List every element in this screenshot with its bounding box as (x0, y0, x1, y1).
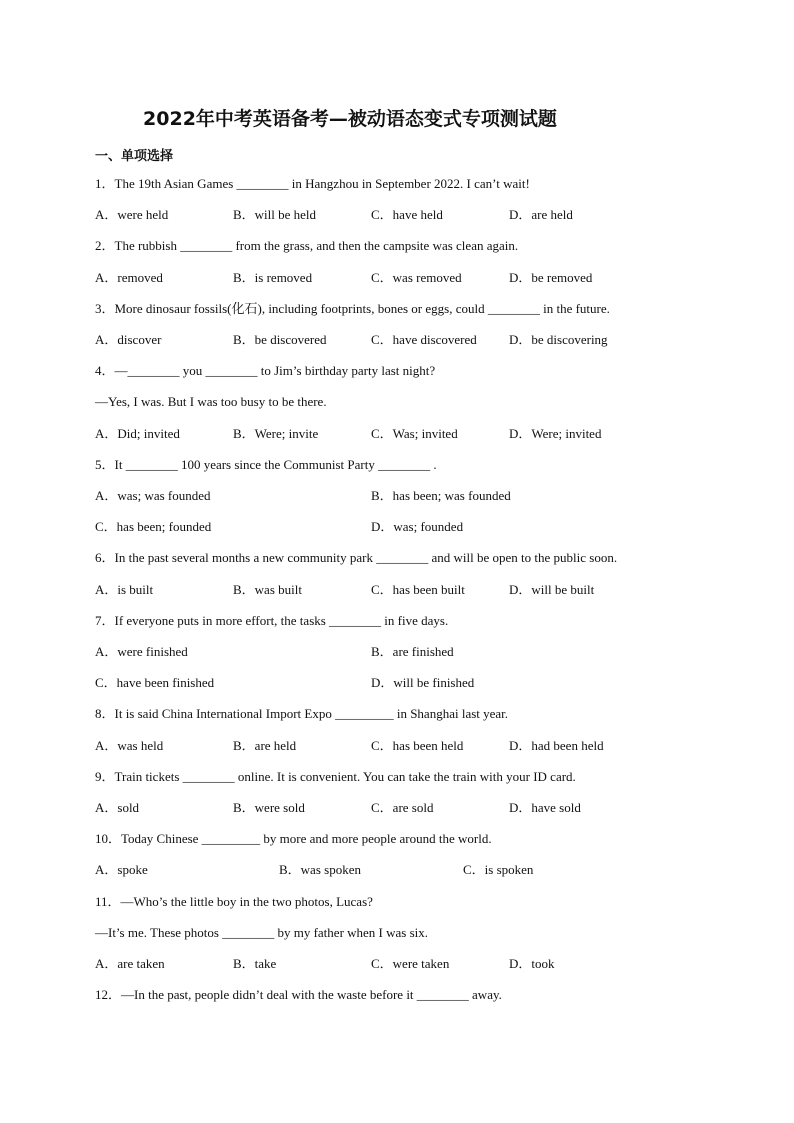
question-8-option-a: A．was held (95, 738, 164, 753)
question-1-option-b: B．will be held (233, 207, 317, 222)
question-6-stem: 6．In the past several months a new community park ________ and will be open to the public soon. (95, 550, 618, 565)
question-10-option-b: B．was spoken (279, 862, 361, 877)
question-6-option-b: B．was built (233, 582, 302, 597)
question-7-option-c: C．have been finished (95, 675, 215, 690)
question-4-stem: 4．—________ you ________ to Jim’s birthday party last night? (95, 363, 436, 378)
question-2-stem: 2．The rubbish ________ from the grass, and then the campsite was clean again. (95, 238, 519, 253)
question-4-option-d: D．Were; invited (509, 426, 602, 441)
question-11-option-b: B．take (233, 956, 277, 971)
page-title: 2022年中考英语备考—被动语态变式专项测试题 (143, 108, 557, 130)
question-11-option-d: D．took (509, 956, 555, 971)
question-3-option-a: A．discover (95, 332, 162, 347)
question-8-option-d: D．had been held (509, 738, 604, 753)
question-3-option-b: B．be discovered (233, 332, 327, 347)
question-4-dialogue: —Yes, I was. But I was too busy to be there. (95, 394, 327, 409)
question-9-option-d: D．have sold (509, 800, 581, 815)
section-heading: 一、单项选择 (95, 149, 174, 164)
question-6-option-a: A．is built (95, 582, 154, 597)
question-2-option-a: A．removed (95, 270, 163, 285)
question-2-option-c: C．was removed (371, 270, 462, 285)
question-10-stem: 10．Today Chinese _________ by more and more people around the world. (95, 831, 492, 846)
question-7-stem: 7．If everyone puts in more effort, the tasks ________ in five days. (95, 613, 449, 628)
question-11-option-c: C．were taken (371, 956, 450, 971)
question-9-option-a: A．sold (95, 800, 140, 815)
question-4-option-b: B．Were; invite (233, 426, 319, 441)
question-3-stem: 3．More dinosaur fossils(化石), including footprints, bones or eggs, could ________ in the future. (95, 301, 610, 316)
question-2-option-b: B．is removed (233, 270, 313, 285)
question-11-stem: 11．—Who’s the little boy in the two photos, Lucas? (95, 894, 373, 909)
question-8-option-b: B．are held (233, 738, 297, 753)
question-7-option-b: B．are finished (371, 644, 454, 659)
question-2-option-d: D．be removed (509, 270, 593, 285)
question-1-option-d: D．are held (509, 207, 573, 222)
question-1-option-a: A．were held (95, 207, 169, 222)
question-4-option-a: A．Did; invited (95, 426, 180, 441)
question-9-stem: 9．Train tickets ________ online. It is convenient. You can take the train with your ID card. (95, 769, 576, 784)
question-4-option-c: C．Was; invited (371, 426, 458, 441)
question-10-option-c: C．is spoken (463, 862, 534, 877)
question-1-stem: 1．The 19th Asian Games ________ in Hangzhou in September 2022. I can’t wait! (95, 176, 530, 191)
question-7-option-d: D．will be finished (371, 675, 475, 690)
question-11-dialogue: —It’s me. These photos ________ by my father when I was six. (95, 925, 429, 940)
question-8-option-c: C．has been held (371, 738, 464, 753)
question-9-option-c: C．are sold (371, 800, 434, 815)
question-5-option-d: D．was; founded (371, 519, 464, 534)
question-7-option-a: A．were finished (95, 644, 188, 659)
question-6-option-c: C．has been built (371, 582, 465, 597)
question-11-option-a: A．are taken (95, 956, 165, 971)
question-5-option-c: C．has been; founded (95, 519, 212, 534)
question-12-stem: 12．—In the past, people didn’t deal with the waste before it ________ away. (95, 987, 502, 1002)
question-6-option-d: D．will be built (509, 582, 595, 597)
question-9-option-b: B．were sold (233, 800, 305, 815)
question-8-stem: 8．It is said China International Import Expo _________ in Shanghai last year. (95, 706, 509, 721)
question-3-option-d: D．be discovering (509, 332, 608, 347)
question-5-stem: 5．It ________ 100 years since the Communist Party ________ . (95, 457, 437, 472)
question-10-option-a: A．spoke (95, 862, 148, 877)
question-3-option-c: C．have discovered (371, 332, 477, 347)
question-1-option-c: C．have held (371, 207, 443, 222)
question-5-option-b: B．has been; was founded (371, 488, 511, 503)
question-5-option-a: A．was; was founded (95, 488, 211, 503)
